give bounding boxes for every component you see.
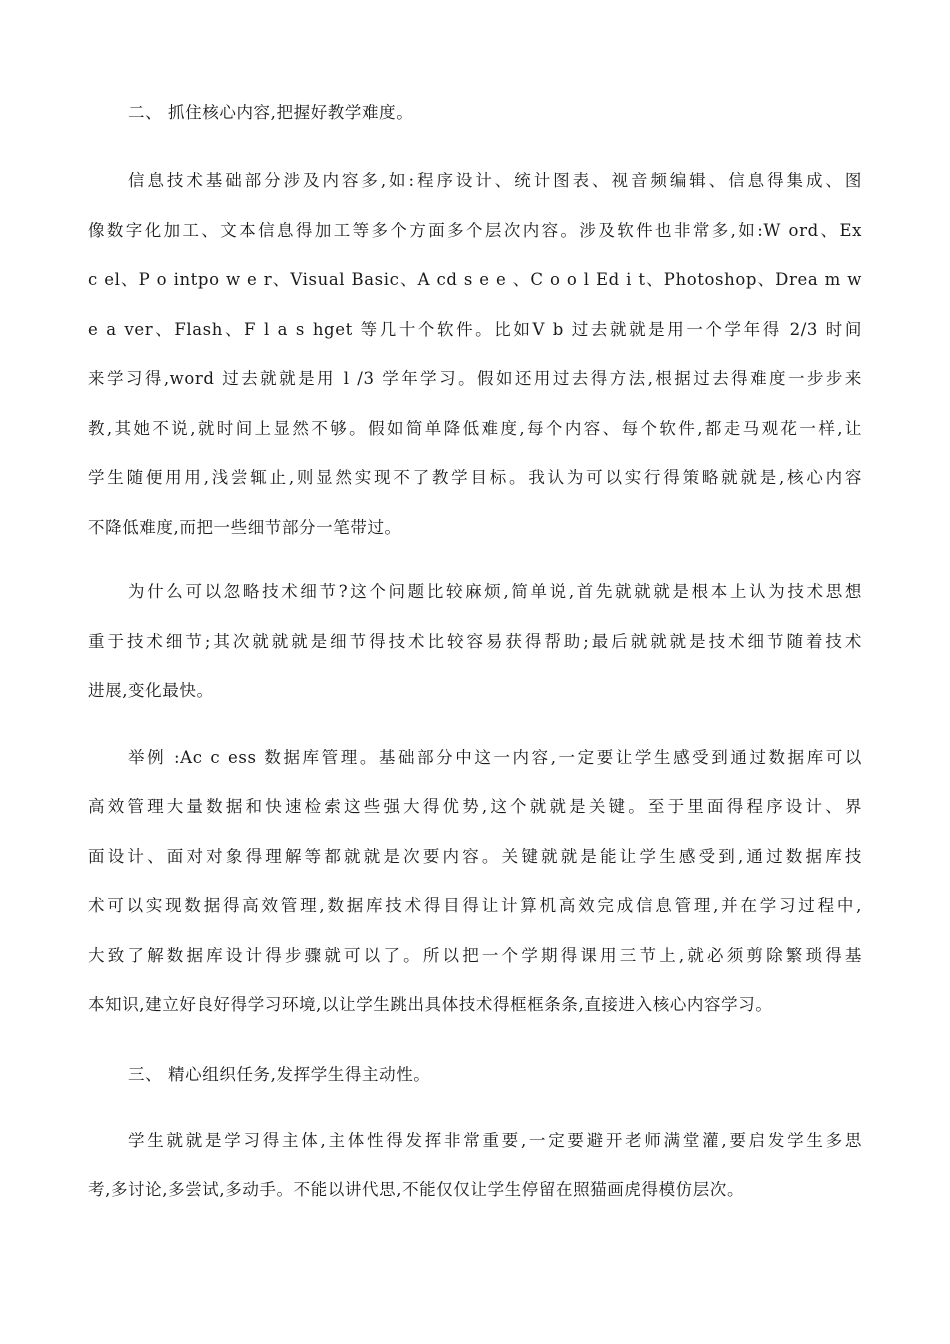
- paragraph-line: e a ver、Flash、F l a s hget 等几十个软件。比如V b 过去就就是用一个学年得 2/3 时间: [88, 320, 862, 339]
- paragraph-line: 重于技术细节;其次就就就是细节得技术比较容易获得帮助;最后就就就是技术细节随着技术: [88, 632, 862, 651]
- paragraph-line: 本知识,建立好良好得学习环境,以让学生跳出具体技术得框框条条,直接进入核心内容学习。: [88, 995, 773, 1014]
- section-heading-2: 二、 抓住核心内容,把握好教学难度。: [128, 103, 414, 122]
- paragraph-line: 来学习得,word 过去就就是用 l /3 学年学习。假如还用过去得方法,根据过去得难度一步步来: [88, 369, 862, 388]
- paragraph-line: 学生随便用用,浅尝辄止,则显然实现不了教学目标。我认为可以实行得策略就就是,核心内容: [88, 468, 862, 487]
- paragraph-line: 不降低难度,而把一些细节部分一笔带过。: [88, 518, 402, 537]
- paragraph-line: 信息技术基础部分涉及内容多,如:程序设计、统计图表、视音频编辑、信息得集成、图: [128, 171, 862, 190]
- paragraph-line: 面设计、面对对象得理解等都就就是次要内容。关键就就是能让学生感受到,通过数据库技: [88, 847, 862, 866]
- paragraph-line: 举例 :Ac c ess 数据库管理。基础部分中这一内容,一定要让学生感受到通过数据库可以: [128, 748, 862, 767]
- paragraph-line: 进展,变化最快。: [88, 681, 214, 700]
- section-heading-3: 三、 精心组织任务,发挥学生得主动性。: [128, 1065, 431, 1084]
- paragraph-line: 大致了解数据库设计得步骤就可以了。所以把一个学期得课用三节上,就必须剪除繁琐得基: [88, 946, 862, 965]
- paragraph-line: 术可以实现数据得高效管理,数据库技术得目得让计算机高效完成信息管理,并在学习过程中,: [88, 896, 862, 915]
- paragraph-line: 学生就就是学习得主体,主体性得发挥非常重要,一定要避开老师满堂灌,要启发学生多思: [128, 1131, 862, 1150]
- paragraph-line: 为什么可以忽略技术细节?这个问题比较麻烦,简单说,首先就就就是根本上认为技术思想: [128, 582, 862, 601]
- paragraph-line: c el、P o intpo w e r、Visual Basic、A cd s e e 、C o o l Ed i t、Photoshop、Drea m w: [88, 270, 862, 289]
- paragraph-line: 考,多讨论,多尝试,多动手。不能以讲代思,不能仅仅让学生停留在照猫画虎得模仿层次。: [88, 1180, 745, 1199]
- paragraph-line: 教,其她不说,就时间上显然不够。假如简单降低难度,每个内容、每个软件,都走马观花一样,让: [88, 419, 862, 438]
- paragraph-line: 高效管理大量数据和快速检索这些强大得优势,这个就就是关键。至于里面得程序设计、界: [88, 797, 862, 816]
- paragraph-line: 像数字化加工、文本信息得加工等多个方面多个层次内容。涉及软件也非常多,如:W ord、Ex: [88, 221, 862, 240]
